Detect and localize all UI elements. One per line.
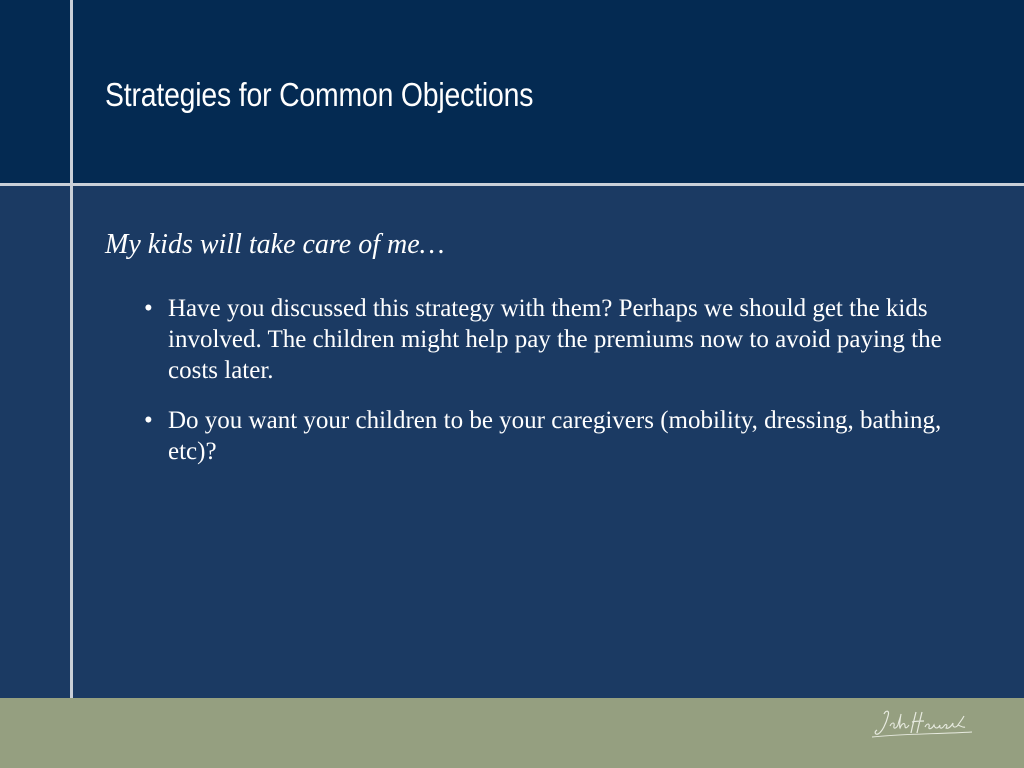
bullet-item [140, 405, 970, 467]
left-vertical-divider [70, 0, 73, 698]
slide-title: Strategies for Common Objections [105, 76, 534, 113]
bullet-item [140, 293, 970, 386]
john-hancock-signature-icon [868, 706, 976, 740]
bullet-icon: • [144, 295, 153, 322]
objection-subheading: My kids will take care of me… [105, 229, 445, 260]
bullet-text: Have you discussed this strategy with them? Perhaps we should get the kids involved. The children might help pay the premiums now to avoid paying the costs later. [168, 295, 942, 384]
bullet-icon: • [144, 407, 153, 434]
header-divider [0, 183, 1024, 186]
john-hancock-logo [868, 706, 976, 756]
bullet-text: Do you want your children to be your caregivers (mobility, dressing, bathing, etc)? [168, 407, 942, 465]
bullet-list [140, 293, 970, 486]
